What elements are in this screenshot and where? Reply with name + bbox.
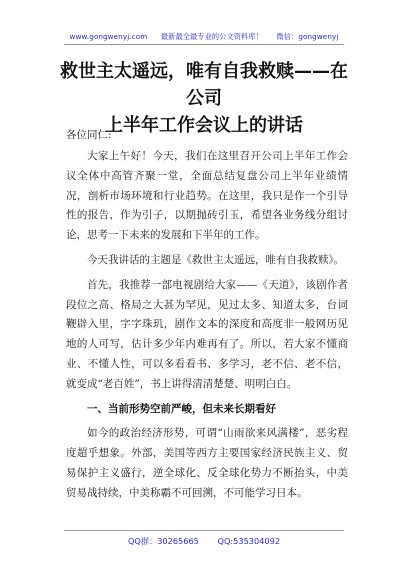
header-separator-2 [265, 32, 274, 41]
header-separator [150, 32, 159, 41]
section-paragraph: 如今的政治经济形势，可谓“山雨欲来风满楼”，恶劣程度超乎想象。外部，美国等西方主要国家经济民族主义、贸易保护主义盛行，逆全球化、反全球化势力不断抬头，中美贸易战持续，中美称霸不可回溯，不可能学习日本。 [66, 427, 348, 499]
body-paragraph-1: 大家上午好！今天，我们在这里召开公司上半年工作会议全体中高管齐聚一堂，全面总结复盘公司上半年业绩情况，剖析市场环境和行业趋势。在这里，我只是作一个引导性的报告，作为引子，以期抛砖引玉，希望各业务线分组讨论，思考一下未来的发展和下半年的工作。 [66, 150, 348, 242]
body-paragraph-2: 今天我讲话的主题是《救世主太遥远，唯有自我救赎》。 [87, 253, 345, 266]
footer-divider [64, 530, 344, 531]
header-website[interactable]: www.gongwenyj.com [69, 32, 148, 41]
body-paragraph-3: 首先，我推荐一部电视剧给大家——《天道》，该剧作者段位之高、格局之大甚为罕见，见过太多、知道太多，台词鞭辟入里，字字珠玑，剧作文本的深度和高度非一般网历见地的人可写，估计多少年内难再有了。所以，若大家不懂商业、不懂人性，可以多看看书、多学习，老不信、老不信，就变成“老百姓”，书上讲得清清楚楚、明明白白。 [66, 278, 348, 390]
title-line-2: 上半年工作会议上的讲话 [105, 115, 303, 136]
salutation: 各位同仁: [66, 129, 112, 141]
footer-qq-group: QQ群：30265665 [127, 536, 199, 546]
document-body [66, 147, 348, 504]
header-wechat: 微信：gongwenyj [276, 32, 339, 41]
footer-qq: QQ:535304092 [217, 536, 281, 546]
section-heading: 一、当前形势空前严峻，但未来长期看好 [87, 402, 276, 415]
page-header [0, 32, 408, 42]
header-slogan: 最新最全最专业的公文资料库！ [160, 32, 263, 41]
page-footer [0, 536, 408, 547]
header-divider [64, 44, 344, 45]
document-title [52, 58, 356, 139]
title-line-1: 救世主太遥远，唯有自我救赎——在公司 [60, 61, 348, 109]
